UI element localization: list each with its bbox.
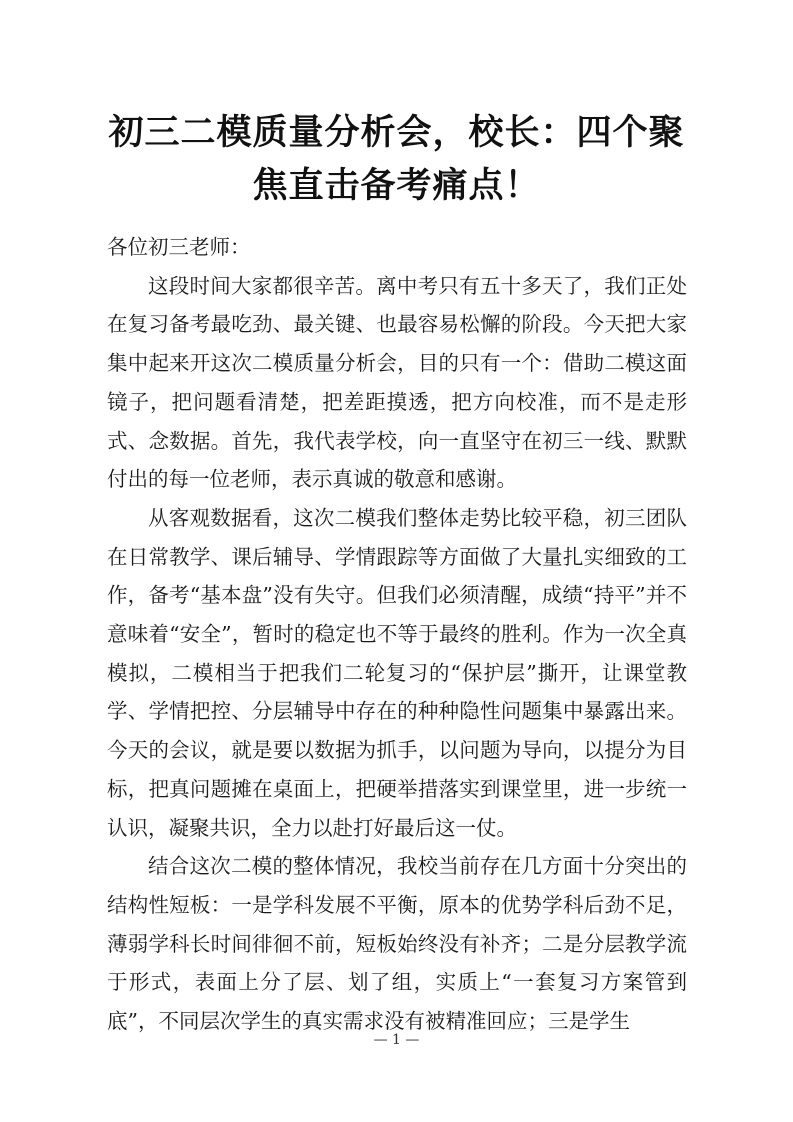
paragraph-intro: 这段时间大家都很辛苦。离中考只有五十多天了，我们正处在复习备考最吃劲、最关键、也最容易松懈的阶段。今天把大家集中起来开这次二模质量分析会，目的只有一个：借助二模这面镜子，把问题看清楚，把差距摸透，把方向校准，而不是走形式、念数据。首先，我代表学校，向一直坚守在初三一线、默默付出的每一位老师，表示真诚的敬意和感谢。 xyxy=(107,273,687,492)
paragraph-shortcomings: 结合这次二模的整体情况，我校当前存在几方面十分突出的结构性短板：一是学科发展不平衡，原本的优势学科后劲不足，薄弱学科长时间徘徊不前，短板始终没有补齐；二是分层教学流于形式，表面上分了层、划了组，实质上“一套复习方案管到底”，不同层次学生的真实需求没有被精准回应；三是学生 xyxy=(107,854,687,1034)
document-body xyxy=(107,228,687,1041)
document-title: 初三二模质量分析会，校长：四个聚焦直击备考痛点！ xyxy=(108,112,685,206)
salutation: 各位初三老师： xyxy=(107,235,251,259)
page-number: — 1 — xyxy=(373,1032,420,1048)
paragraph-data-analysis: 从客观数据看，这次二模我们整体走势比较平稳，初三团队在日常教学、课后辅导、学情跟踪等方面做了大量扎实细致的工作，备考“基本盘”没有失守。但我们必须清醒，成绩“持平”并不意味着“安全”，暂时的稳定也不等于最终的胜利。作为一次全真模拟，二模相当于把我们二轮复习的“保护层”撕开，让课堂教学、学情把控、分层辅导中存在的种种隐性问题集中暴露出来。今天的会议，就是要以数据为抓手，以问题为导向，以提分为目标，把真问题摊在桌面上，把硬举措落实到课堂里，进一步统一认识，凝聚共识，全力以赴打好最后这一仗。 xyxy=(107,505,687,840)
